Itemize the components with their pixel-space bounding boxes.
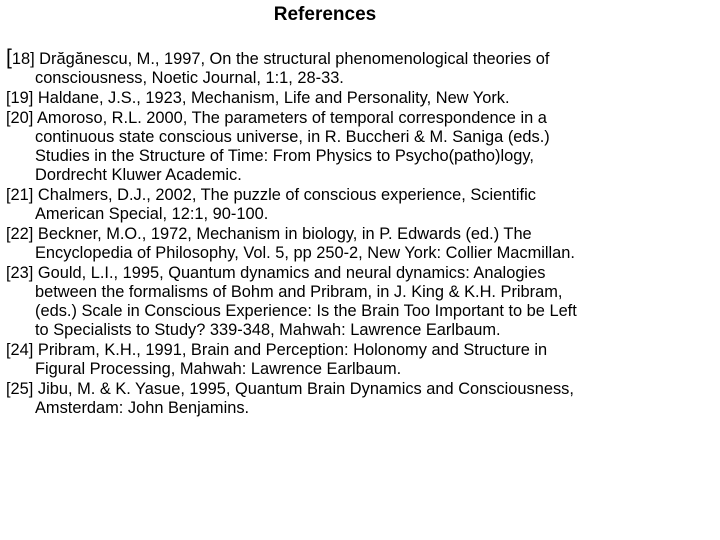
reference-item [6,89,718,108]
reference-item [6,186,718,224]
reference-item [6,109,718,185]
reference-item [6,264,718,340]
reference-lead-bracket: [ [6,46,12,69]
reference-text: 18] Drăgănescu, M., 1997, On the structural phenomenological theories of consciousness, Noetic Journal, 1:1, 28-33. [11,50,550,87]
page-title: References [273,4,377,25]
reference-list [6,48,718,418]
reference-item [6,341,718,379]
reference-text: [24] Pribram, K.H., 1991, Brain and Perception: Holonomy and Structure in Figural Processing, Mahwah: Lawrence Earlbaum. [6,341,548,378]
reference-text: [22] Beckner, M.O., 1972, Mechanism in biology, in P. Edwards (ed.) The Encyclopedia of Philosophy, Vol. 5, pp 250-2, New York: Collier Macmillan. [6,225,575,262]
reference-text: [20] Amoroso, R.L. 2000, The parameters of temporal correspondence in a continuous state conscious universe, in R. Buccheri & M. Saniga (eds.) Studies in the Structure of Time: From Physics to Psycho(patho)logy, Dordrecht Kluwer Academic. [6,109,550,184]
reference-item [6,380,718,418]
reference-text: [25] Jibu, M. & K. Yasue, 1995, Quantum Brain Dynamics and Consciousness, Amsterdam: John Benjamins. [6,380,574,417]
reference-text: [23] Gould, L.I., 1995, Quantum dynamics and neural dynamics: Analogies between the formalisms of Bohm and Pribram, in J. King & K.H. Pribram, (eds.) Scale in Conscious Experience: Is the Brain Too Important to be Left to Specialists to Study? 339-348, Mahwah: Lawrence Earlbaum. [6,264,577,339]
reference-item [6,48,718,88]
reference-text: [19] Haldane, J.S., 1923, Mechanism, Life and Personality, New York. [6,89,510,107]
reference-text: [21] Chalmers, D.J., 2002, The puzzle of conscious experience, Scientific American Special, 12:1, 90-100. [6,186,536,223]
reference-item [6,225,718,263]
